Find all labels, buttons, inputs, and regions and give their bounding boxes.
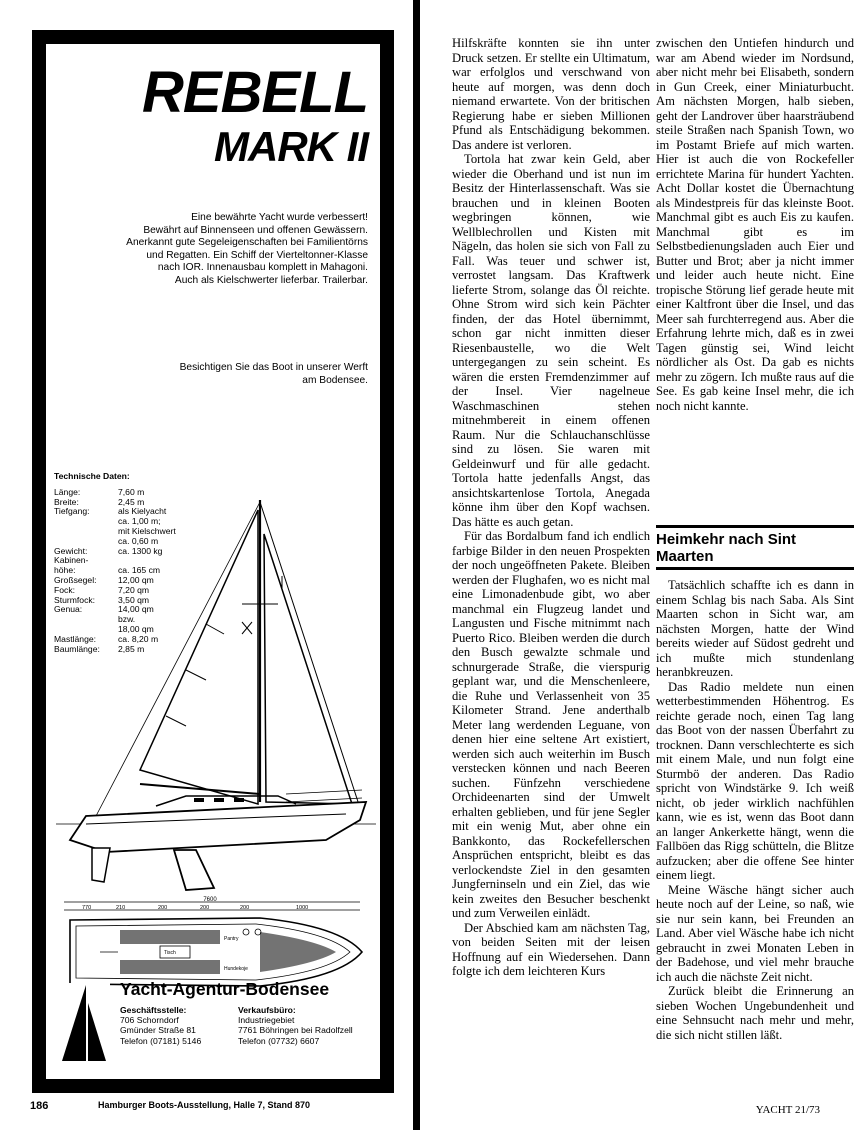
company-block <box>56 979 386 1071</box>
specs-title: Technische Daten: <box>54 471 130 481</box>
svg-text:200: 200 <box>158 905 168 911</box>
section-heading: Heimkehr nach Sint Maarten <box>656 525 854 570</box>
svg-text:Hundekoje: Hundekoje <box>224 966 248 972</box>
svg-text:1000: 1000 <box>296 905 309 911</box>
technical-specs <box>54 472 244 654</box>
spec-row: Fock: 7,20 qm <box>54 584 150 595</box>
plan-total-length: 7600 <box>203 897 217 903</box>
spec-row: Genua: 14,00 qm bzw. 18,00 qm <box>54 604 154 634</box>
issue-label: YACHT 21/73 <box>755 1104 820 1116</box>
article-paragraph: Der Abschied kam am nächsten Tag, von beiden Seiten mit der leisen Hoffnung auf ein Wiedersehen. Dann folgte ich dem leichteren Kurs <box>452 920 650 978</box>
spec-row: Baumlänge: 2,85 m <box>54 643 145 654</box>
article-column-2-lower <box>656 525 854 1042</box>
page-number: 186 <box>30 1100 49 1112</box>
page-gutter <box>413 0 420 1130</box>
article-paragraph: Tortola hat zwar kein Geld, aber wieder die Oberhand und ist nun im Besitz der Hinterlassenschaft. Was sie brauchen und in kleinen Booten wegbringen können, wie Wellblechrollen und Kisten mit Nägeln, das holen sie sich von Fall zu Fall. Was teuer und schwer ist, verrostet langsam. Das Kraftwerk lieferte Strom, solange das Öl reichte. Ohne Strom wird sich kein Pächter finden, der das Hotel übernimmt, schon gar nicht inmitten dieser Riesenbaustelle, wo die Welt untergegangen zu sein scheint. Es wären die ersten Fremdenzimmer auf der Insel. Vier nagelneue Waschmaschinen stehen mitnehmbereit in einem offenen Raum. Nur die Schlauchanschlüsse sind zu lösen. Sie waren mit Geldeinwurf und für alle gedacht. Tortola hatte jedenfalls Angst, das ansichtskartenlose Tortola, Anegada könne ihm über den Kopf wachsen. Das hätte es auch getan. <box>452 152 650 529</box>
ad-brand-model: MARK II <box>214 123 368 170</box>
article-paragraph: Für das Bordalbum fand ich endlich farbige Bilder in den neuen Prospekten der noch ungeöffneten Pakete. Bleiben werden der Flughafen, wo es nicht mal eine Limonadenbude gibt, wo aber manchmal ein Flugzeug landet und Langusten und Fische mitnimmt nach Puerto Rico. Bleiben werden die durch den Busch gewalzte schmale und schnurgerade Straße, die vierspurig geplant war, und die Menschenleere, die Ruhe und Verlassenheit von 35 Kilometer Strand. Jene anderthalb Meter lang werdenden Leguane, von denen hier eine seltene Art existiert, werden sich auch weiterhin im Busch verstecken können und nach Beeren suchen. Fünfzehn verschiedene Orchideenarten sind der Umwelt erhalten geblieben, und für jene Segler mit ein wenig Mut, aber ohne ein Bankkonto, das Rockefellerschen Ansprüchen entspricht, bleibt es das verlockendste Ziel in den gesamten Jungferninseln und ein Ziel, das wie kein zweites den Besucher beschenkt und zum Verweilen einlädt. <box>452 529 650 920</box>
article-paragraph: Meine Wäsche hängt sicher auch heute noch auf der Leine, so naß, wie sie nur sein kann, bei Freunden an Land. Aber viel Wäsche habe ich nicht gebraucht in zwei Monaten Leben in der Badehose, und viel mehr brauche ich auch die nächste Zeit nicht. <box>656 882 854 984</box>
spec-row: Breite: 2,45 m <box>54 496 145 507</box>
article-paragraph: Das Radio meldete nun einen wetterbestimmenden Höhentrog. Es reichte gerade noch, einen Tag lang das Boot von der nassen Überfahrt zu trocknen. Dann verschlechterte es sich mit einem Male, und nun folgt eine Sturmbö der anderen. Das Radio spricht von Windstärke 9. Ich weiß nicht, ob jeder wirklich nachfühlen kann, wie es ist, wenn das Boot dann an langer Ankerkette hängt, wenn die Fallböen das Rigg schütteln, die Blitze aufzucken; aber die offene See hinter einem liegt. <box>656 679 854 882</box>
svg-text:Tisch: Tisch <box>164 950 176 956</box>
article-paragraph: Tatsächlich schaffte ich es dann in einem Schlag bis nach Saba. Als Sint Maarten schon in Sicht war, am nächsten Morgen, hatte der Wind bereits wieder auf Südost gedreht und ich mußte mich stundenlang heranbkreuzen. <box>656 578 854 679</box>
spec-row: Mastlänge: ca. 8,20 m <box>54 633 159 644</box>
ad-visit-text: Besichtigen Sie das Boot in unserer Werft am Bodensee. <box>179 362 368 386</box>
ad-intro-text: Eine bewährte Yacht wurde verbessert! Bewährt auf Binnenseen und offenen Gewässern. Anerkannt gute Segeleigenschaften bei Familientörns und Regatten. Ein Schiff der Vierteltonner-Klasse nach IOR. Innenausbau komplett in Mahagoni. Auch als Kielschwerter lieferbar. Trailerbar. <box>126 212 368 286</box>
office-address-boehringen: Verkaufsbüro: Industriegebiet 7761 Böhringen bei Radolfzell Telefon (07732) 6607 <box>238 1005 353 1046</box>
article-column-2 <box>656 36 854 413</box>
spec-row: Tiefgang: als Kielyacht ca. 1,00 m; mit Kielschwert ca. 0,60 m <box>54 506 176 546</box>
svg-text:770: 770 <box>82 905 92 911</box>
fair-note: Hamburger Boots-Ausstellung, Halle 7, Stand 870 <box>98 1100 311 1110</box>
article-column-1 <box>452 36 650 979</box>
company-name: Yacht-Agentur-Bodensee <box>120 979 330 999</box>
spec-row: Gewicht: ca. 1300 kg <box>54 545 163 556</box>
sail-logo-icon <box>56 983 110 1065</box>
spec-row: Großsegel: 12,00 qm <box>54 574 154 585</box>
svg-text:200: 200 <box>240 905 250 911</box>
spec-row: Länge: 7,60 m <box>54 486 145 497</box>
ad-brand-title: REBELL <box>142 60 368 125</box>
article-paragraph: zwischen den Untiefen hindurch und war am Abend wieder im Nordsund, aber nicht mehr bei Elisabeth, sondern in Gun Creek, einer Miniaturbucht. Am nächsten Morgen, halb sieben, geht der Landrover über haarsträubend steile Straßen nach Spanish Town, wo im Postamt Briefe auf mich warten. Hier ist auch die von Rockefeller errichtete Marina für hundert Yachten. Acht Dollar kostet die Übernachtung als Mindestpreis für das kleinste Boot. Manchmal gibt es auch Eis zu kaufen. Manchmal gibt es im Selbstbedienungsladen auch Eier und Butter und Brot; aber ja nicht immer und leider auch heute nicht. Eine tropische Störung lief gerade heute mit einer Kaltfront über die Insel, und das Meer sah furchterregend aus. Aber die Erfahrung lehrte mich, daß es in zwei Tagen günstig sei, Wind leicht nördlicher als Ost. Da gab es nichts mehr zu zögern. Ich mußte raus auf die See. Es gab keine Insel mehr, die ich noch nicht kannte. <box>656 36 854 413</box>
article-paragraph: Hilfskräfte konnten sie ihn unter Druck setzen. Er stellte ein Ultimatum, war erfolglos und verschwand von heute auf morgen, was denn doch niemand erwartete. Von der britischen Regierung habe er sieben Millionen Pfund als Entschädigung bekommen. Das andere ist verloren. <box>452 36 650 152</box>
svg-text:210: 210 <box>116 905 126 911</box>
spec-row: Sturmfock: 3,50 qm <box>54 594 150 605</box>
advertisement-frame <box>32 30 394 1093</box>
svg-text:200: 200 <box>200 905 210 911</box>
spec-row: Kabinen- höhe: ca. 165 cm <box>54 555 161 576</box>
svg-text:Pantry: Pantry <box>224 936 239 942</box>
office-address-schorndorf: Geschäftsstelle: 706 Schorndorf Gmünder Straße 81 Telefon (07181) 5146 <box>120 1005 202 1046</box>
article-paragraph: Zurück bleibt die Erinnerung an sieben Wochen Ungebundenheit und eine Sehnsucht nach mehr und mehr, die sich nicht stillen läßt. <box>656 984 854 1042</box>
